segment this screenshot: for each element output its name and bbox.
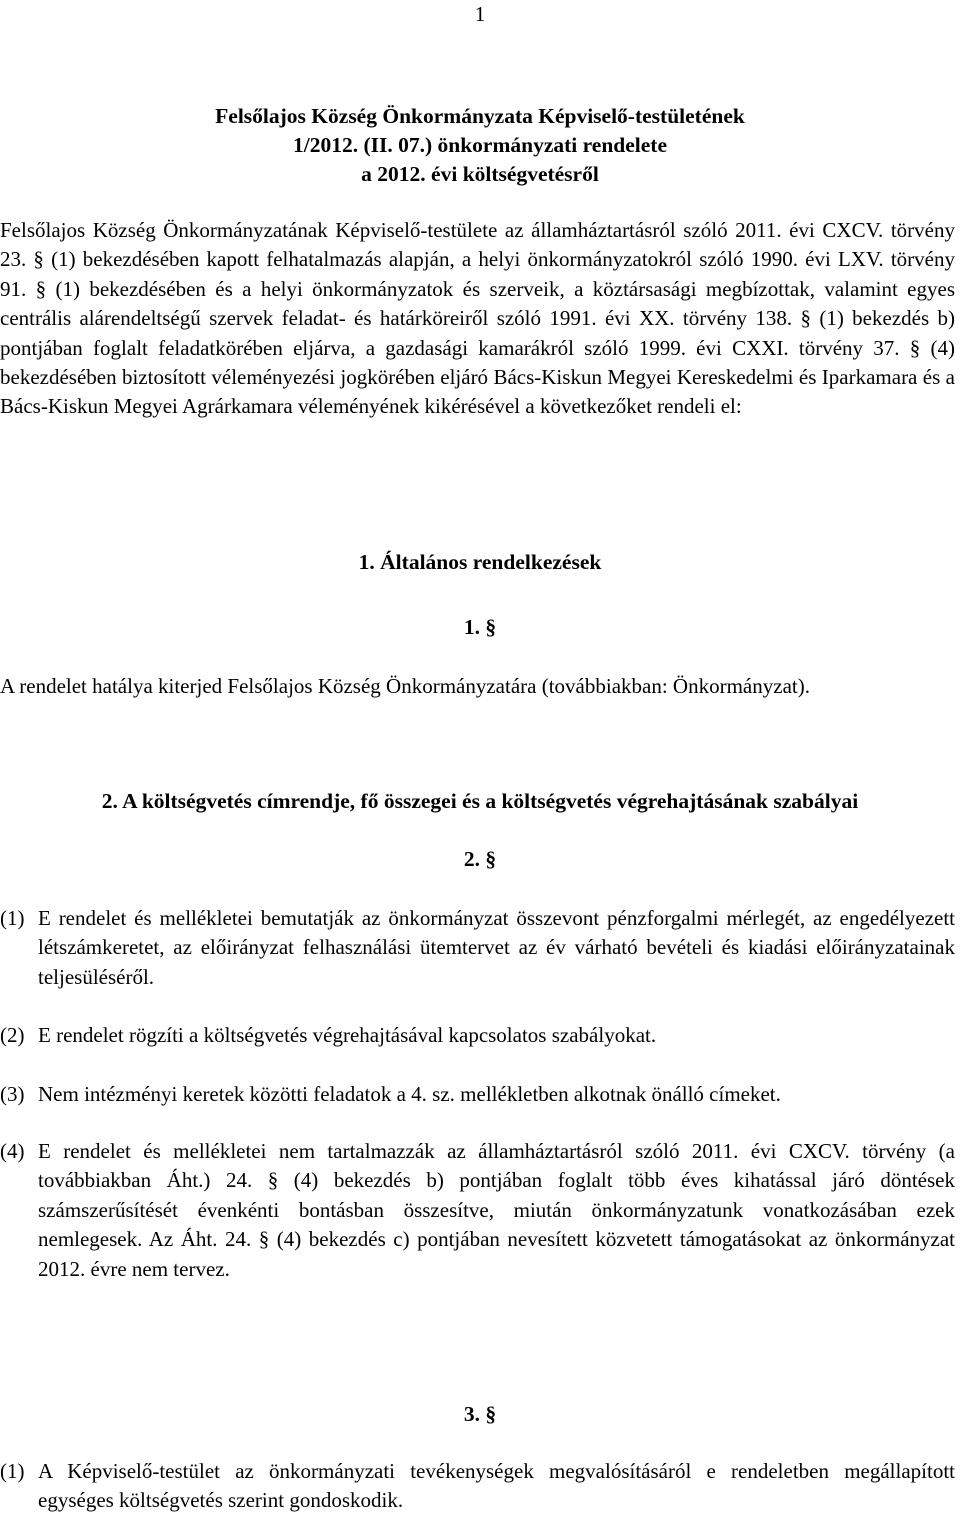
paragraph-text: E rendelet és mellékletei nem tartalmazzák az államháztartásról szóló 2011. évi CXCV. törvény (a továbbiakban Áht.) 24. § (4) bekezdés b) pontjában foglalt több éves kihatással járó döntések számszerűsítését évenkénti bontásban összesítve, miután önkormányzatunk vonatkozásában ezek nemlegesek. Az Áht. 24. § (4) bekezdés c) pontjában nevesített közvetett támogatásokat az önkormányzat 2012. évre nem tervez. <box>38 1139 955 1281</box>
preamble-paragraph: Felsőlajos Község Önkormányzatának Képviselő-testülete az államháztartásról szóló 2011. évi CXCV. törvény 23. § (1) bekezdésében kapott felhatalmazás alapján, a helyi önkormányzatokról szóló 1990. évi LXV. törvény 91. § (1) bekezdésében és a helyi önkormányzatok és szerveik, a köztársasági megbízottak, valamint egyes centrális alárendeltségű szervek feladat- és határköreiről szóló 1991. évi XX. törvény 138. § (1) bekezdés b) pontjában foglalt feladatkörében eljárva, a gazdasági kamarákról szóló 1999. évi CXXI. törvény 37. § (4) bekezdésében biztosított véleményezési jogkörében eljáró Bács-Kiskun Megyei Kereskedelmi és Iparkamara és a Bács-Kiskun Megyei Agrárkamara véleményének kikérésével a következőket rendeli el: <box>0 218 955 419</box>
page-number: 1 <box>474 2 486 26</box>
paragraph-number: (4) <box>0 1139 25 1163</box>
section-1-label: 1. § <box>463 615 497 639</box>
paragraph-text: E rendelet rögzíti a költségvetés végrehajtásával kapcsolatos szabályokat. <box>38 1023 657 1047</box>
title-line-2: 1/2012. (II. 07.) önkormányzati rendelete <box>292 133 668 157</box>
paragraph-text: E rendelet és mellékletei bemutatják az önkormányzat összevont pénzforgalmi mérlegét, az engedélyezett létszámkeretet, az előirányzat felhasználási ütemtervet az év várható bevételi és kiadási előirányzatainak teljesüléséről. <box>38 906 955 989</box>
section-1-text: A rendelet hatálya kiterjed Felsőlajos Község Önkormányzatára (továbbiakban: Önkormányzat). <box>0 674 810 698</box>
section-3-paragraph-1 <box>0 1457 955 1516</box>
paragraph-number: (2) <box>0 1023 25 1047</box>
section-2-paragraph-2 <box>0 1021 955 1050</box>
title-line-3: a 2012. évi költségvetésről <box>361 162 599 186</box>
title-line-1: Felsőlajos Község Önkormányzata Képviselő-testületének <box>215 104 745 128</box>
paragraph-number: (1) <box>0 1459 25 1483</box>
section-2-paragraph-3 <box>0 1080 955 1109</box>
section-3-label: 3. § <box>463 1402 497 1426</box>
chapter-2-heading: 2. A költségvetés címrendje, fő összegei és a költségvetés végrehajtásának szabályai <box>101 789 859 813</box>
section-2-label: 2. § <box>463 847 497 871</box>
paragraph-number: (1) <box>0 906 25 930</box>
paragraph-text: A Képviselő-testület az önkormányzati tevékenységek megvalósításáról e rendeletben megállapított egységes költségvetés szerint gondoskodik. <box>38 1459 955 1513</box>
paragraph-text: Nem intézményi keretek közötti feladatok a 4. sz. mellékletben alkotnak önálló címeket. <box>38 1082 781 1106</box>
section-2-paragraph-4 <box>0 1137 955 1284</box>
document-title <box>0 102 960 189</box>
section-2-paragraph-1 <box>0 904 955 992</box>
paragraph-number: (3) <box>0 1082 25 1106</box>
chapter-1-heading: 1. Általános rendelkezések <box>358 550 602 574</box>
